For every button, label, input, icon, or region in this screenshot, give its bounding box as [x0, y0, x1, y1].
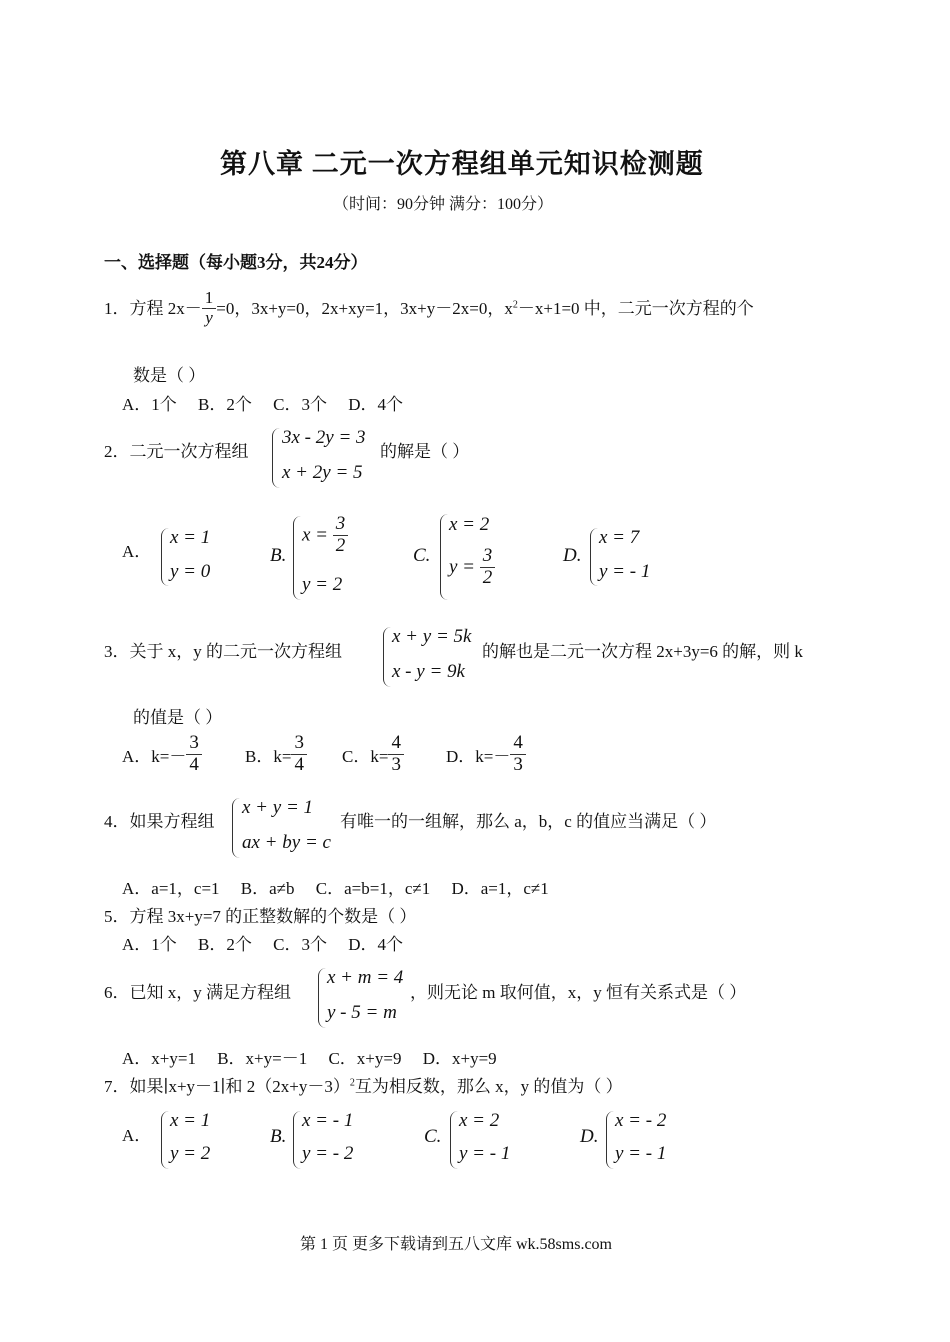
q1-text-a: 1．方程 2x－	[104, 299, 202, 319]
q4-system-eq1: x + y = 1	[242, 797, 314, 818]
q1-text-c: －x+1=0 中，二元一次方程的个	[517, 299, 754, 319]
q3-option-c	[342, 733, 404, 776]
q2-option-a-label: A．	[122, 542, 152, 561]
q3-option-a-num: 3	[186, 733, 202, 755]
q2-option-d-label: D.	[563, 545, 582, 566]
q3-system-eq1: x + y = 5k	[392, 626, 472, 647]
q2-option-c-eq2-lhs: y =	[449, 556, 476, 578]
q3-option-b-pre: B．k=	[245, 746, 292, 766]
q5-options: A．1个 B．2个 C．3个 D．4个	[122, 935, 403, 954]
page-footer: 第 1 页 更多下载请到五八文库 wk.58sms.com	[300, 1236, 613, 1253]
q2-option-b-brace	[293, 516, 301, 600]
q7-superscript: 2	[349, 1077, 355, 1089]
q2-option-a-eq1: x = 1	[170, 527, 211, 548]
q3-system-brace	[383, 627, 391, 687]
q2-option-c-label: C.	[413, 545, 431, 566]
q2-option-b-label: B.	[270, 545, 287, 566]
q6-system-eq1: x + m = 4	[327, 967, 404, 988]
q3-option-c-pre: C．k=	[342, 746, 389, 766]
section-heading: 一、选择题（每小题3分，共24分）	[104, 253, 368, 272]
question-7	[104, 1072, 623, 1097]
q3-option-d-num: 4	[510, 733, 526, 755]
page-title: 第八章 二元一次方程组单元知识检测题	[220, 149, 704, 179]
q1-line2: 数是（ ）	[133, 366, 206, 385]
q2-option-c-eq1: x = 2	[449, 514, 490, 535]
q3-option-b-num: 3	[291, 733, 307, 755]
q2-option-d-eq2: y = - 1	[599, 561, 651, 582]
q7-stem-b: 互为相反数，那么 x，y 的值为（ ）	[354, 1077, 623, 1096]
q7-option-d-eq1: x = - 2	[615, 1110, 667, 1131]
q2-option-b-eq1	[302, 514, 348, 557]
q3-option-d	[446, 733, 526, 776]
q4-system-eq2: ax + by = c	[242, 832, 331, 853]
q3-stem-b: 的解也是二元一次方程 2x+3y=6 的解，则 k	[482, 642, 803, 661]
q7-option-b-eq2: y = - 2	[302, 1143, 354, 1164]
q4-options: A．a=1，c=1 B．a≠b C．a=b=1，c≠1 D．a=1，c≠1	[122, 879, 549, 898]
q2-option-c-num: 3	[480, 546, 496, 568]
q7-option-a-label: A．	[122, 1126, 152, 1145]
q2-option-d-eq1: x = 7	[599, 527, 640, 548]
q6-system-brace	[318, 968, 326, 1028]
q7-option-a-brace	[161, 1111, 169, 1169]
q2-system-eq2: x + 2y = 5	[282, 462, 363, 483]
q2-option-a-eq2: y = 0	[170, 561, 211, 582]
q2-stem-b: 的解是（ ）	[380, 442, 470, 461]
q3-option-d-fraction	[510, 733, 526, 776]
q3-line2: 的值是（ ）	[133, 708, 223, 727]
q3-option-b-fraction	[291, 733, 307, 776]
q2-option-c-fraction	[480, 546, 496, 589]
q7-option-d-eq2: y = - 1	[615, 1143, 667, 1164]
q2-option-b-num: 3	[333, 514, 349, 536]
q3-option-a	[122, 733, 202, 776]
q3-option-c-num: 4	[388, 733, 404, 755]
page-subtitle: （时间：90分钟 满分：100分）	[333, 196, 554, 213]
q7-stem-a: 7．如果∣x+y－1∣和 2（2x+y－3）	[104, 1077, 350, 1096]
q1-options: A．1个 B．2个 C．3个 D．4个	[122, 395, 403, 414]
q2-option-d-brace	[590, 528, 598, 586]
q7-option-c-label: C.	[424, 1126, 442, 1147]
q2-option-c-den: 2	[482, 566, 493, 588]
question-1	[104, 288, 754, 327]
q2-option-b-fraction	[333, 514, 349, 557]
q2-option-b-eq1-lhs: x =	[302, 524, 329, 546]
q3-option-c-den: 3	[391, 753, 401, 775]
q6-stem-b: ，则无论 m 取何值，x，y 恒有关系式是（ ）	[410, 983, 747, 1002]
q7-option-b-label: B.	[270, 1126, 287, 1147]
q7-option-d-brace	[606, 1111, 614, 1169]
q3-option-a-den: 4	[189, 753, 199, 775]
q7-option-c-brace	[450, 1111, 458, 1169]
q7-option-a-eq1: x = 1	[170, 1110, 211, 1131]
q3-option-d-pre: D．k=－	[446, 746, 511, 766]
q2-option-c-eq2	[449, 546, 495, 589]
q2-option-c-brace	[440, 514, 448, 600]
q7-option-d-label: D.	[580, 1126, 599, 1147]
q1-frac-num: 1	[202, 289, 217, 309]
q3-option-d-den: 3	[513, 753, 523, 775]
q2-option-a-brace	[161, 528, 169, 586]
q3-option-a-fraction	[186, 733, 202, 776]
q7-option-c-eq1: x = 2	[459, 1110, 500, 1131]
q6-system-eq2: y - 5 = m	[327, 1002, 397, 1023]
q7-option-c-eq2: y = - 1	[459, 1143, 511, 1164]
q3-option-b-den: 4	[294, 753, 304, 775]
q6-stem-a: 6．已知 x，y 满足方程组	[104, 983, 291, 1002]
q2-option-b-eq2: y = 2	[302, 574, 343, 595]
q1-frac-den: y	[205, 307, 213, 327]
q7-option-b-brace	[293, 1111, 301, 1169]
q1-fraction	[202, 289, 217, 327]
q4-system-brace	[232, 798, 240, 858]
q3-option-a-pre: A．k=－	[122, 746, 187, 766]
q3-option-c-fraction	[388, 733, 404, 776]
q3-system-eq2: x - y = 9k	[392, 661, 465, 682]
q2-stem-a: 2．二元一次方程组	[104, 442, 249, 461]
q5-stem: 5．方程 3x+y=7 的正整数解的个数是（ ）	[104, 907, 417, 926]
q1-text-b: =0，3x+y=0，2x+xy=1，3x+y－2x=0，x	[216, 299, 513, 319]
q2-system-brace	[272, 428, 280, 488]
q4-stem-a: 4．如果方程组	[104, 812, 215, 831]
q6-options: A．x+y=1 B．x+y=－1 C．x+y=9 D．x+y=9	[122, 1049, 497, 1068]
q2-option-b-den: 2	[335, 534, 346, 556]
q7-option-b-eq1: x = - 1	[302, 1110, 354, 1131]
q1-superscript: 2	[512, 299, 518, 311]
q4-stem-b: 有唯一的一组解，那么 a，b，c 的值应当满足（ ）	[340, 812, 717, 831]
q3-option-b	[245, 733, 307, 776]
q7-option-a-eq2: y = 2	[170, 1143, 211, 1164]
q3-stem-a: 3．关于 x，y 的二元一次方程组	[104, 642, 342, 661]
q2-system-eq1: 3x - 2y = 3	[282, 427, 366, 448]
